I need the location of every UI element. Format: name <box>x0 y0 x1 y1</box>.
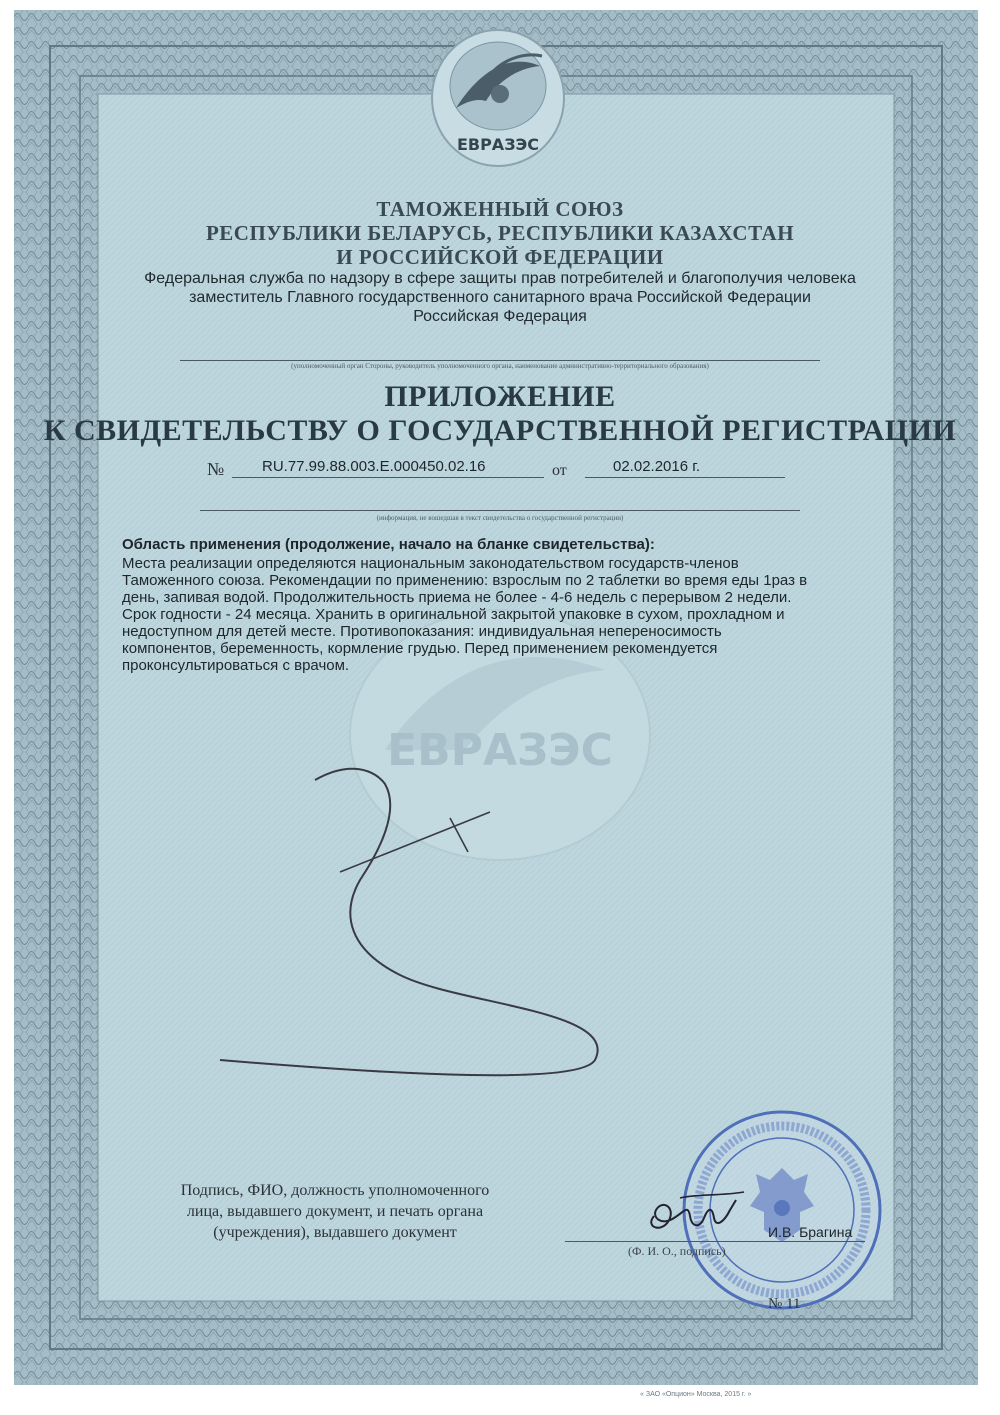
authority-line-2: заместитель Главного государственного санитарного врача Российской Федерации <box>189 289 811 306</box>
authority-line-1: Федеральная служба по надзору в сфере защиты прав потребителей и благополучия человека <box>144 270 856 287</box>
authority-block <box>0 269 1000 326</box>
signature-label <box>120 1180 550 1243</box>
stamp-number: № 11 <box>768 1296 801 1312</box>
signature-rule <box>565 1241 865 1242</box>
scope-text <box>122 555 912 674</box>
blank-space-crossout <box>200 760 630 1090</box>
scope-line: Срок годности - 24 месяца. Хранить в оригинальной закрытой упаковке в сухом, прохладном и <box>122 606 785 623</box>
header-line-1: ТАМОЖЕННЫЙ СОЮЗ <box>376 197 624 221</box>
scope-line: Таможенного союза. Рекомендации по применению: взрослым по 2 таблетки во время еды 1раз в <box>122 572 808 589</box>
eurasec-emblem <box>428 26 568 171</box>
number-label: № <box>207 459 225 479</box>
document-title <box>0 380 1000 448</box>
scope-line: компонентов, беременность, кормление грудью. Перед применением рекомендуется <box>122 640 718 657</box>
printer-line: « ЗАО «Опцион» Москва, 2015 г. » <box>640 1391 752 1398</box>
emblem-text: ЕВРАЗЭС <box>456 135 540 154</box>
watermark-text: ЕВРАЗЭС <box>387 725 613 776</box>
scope-heading: Область применения (продолжение, начало на бланке свидетельства): <box>122 536 655 553</box>
scope-line: недоступном для детей месте. Противопоказания: индивидуальная непереносимость <box>122 623 722 640</box>
header-line-3: И РОССИЙСКОЙ ФЕДЕРАЦИИ <box>336 245 664 269</box>
authority-rule <box>180 360 820 361</box>
info-caption: (информация, не вошедшая в текст свидетельства о государственной регистрации) <box>376 514 624 522</box>
title-line-1: ПРИЛОЖЕНИЕ <box>384 380 616 413</box>
authority-line-3: Российская Федерация <box>413 308 587 325</box>
info-rule <box>200 510 800 511</box>
date-label: от <box>552 462 567 479</box>
scope-line: проконсультироваться с врачом. <box>122 657 350 674</box>
scope-line: день, запивая водой. Продолжительность приема не более - 4-6 недель с перерывом 2 недели. <box>122 589 792 606</box>
registration-number: RU.77.99.88.003.Е.000450.02.16 <box>232 458 544 478</box>
registration-date: 02.02.2016 г. <box>585 458 785 478</box>
handwritten-signature <box>640 1188 750 1243</box>
signature-label-line-1: Подпись, ФИО, должность уполномоченного <box>180 1182 490 1199</box>
authority-caption: (уполномоченный орган Стороны, руководитель уполномоченного органа, наименование административно-территориального образования) <box>291 362 709 370</box>
signer-name: И.В. Брагина <box>768 1224 853 1240</box>
scope-line: Места реализации определяются национальным законодательством государств-членов <box>122 555 739 572</box>
signature-label-line-3: (учреждения), выдавшего документ <box>213 1224 457 1241</box>
header-line-2: РЕСПУБЛИКИ БЕЛАРУСЬ, РЕСПУБЛИКИ КАЗАХСТАН <box>205 221 795 245</box>
signature-label-line-2: лица, выдавшего документ, и печать органа <box>186 1203 484 1220</box>
title-line-2: К СВИДЕТЕЛЬСТВУ О ГОСУДАРСТВЕННОЙ РЕГИСТРАЦИИ <box>43 414 957 447</box>
header-union <box>0 197 1000 269</box>
fio-caption: (Ф. И. О., подпись) <box>628 1244 726 1258</box>
